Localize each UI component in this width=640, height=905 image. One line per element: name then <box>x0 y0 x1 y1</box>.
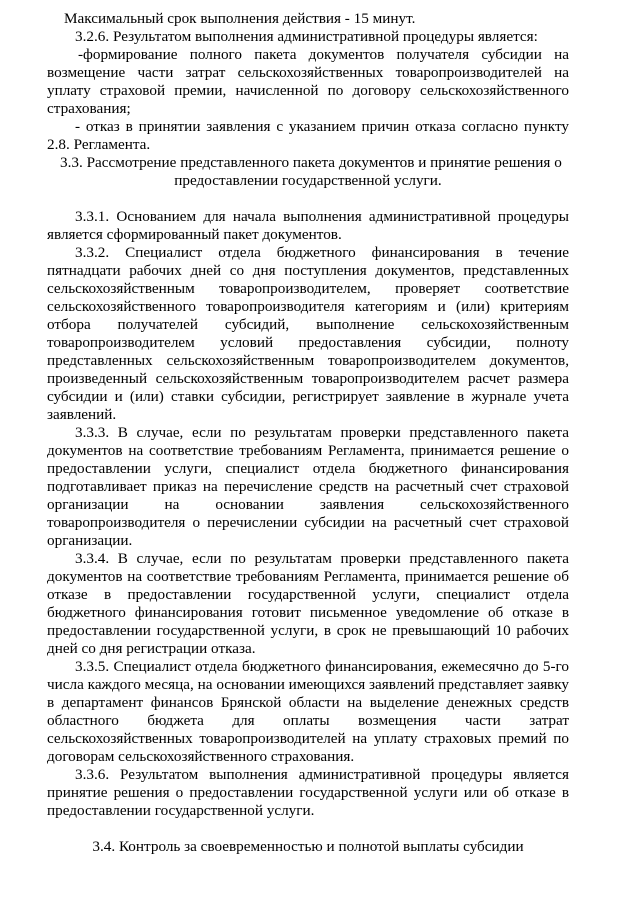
text-line: 2.8. Регламента. <box>47 136 151 153</box>
text-line: 3.3.4. В случае, если по результатам проверки представленного пакета <box>75 550 569 567</box>
text-line: сельскохозяйственным товаропроизводителем, проверяет соответствие <box>47 280 569 297</box>
text-line: представленных сельскохозяйственным товаропроизводителем документов, <box>47 352 569 369</box>
text-line: сельскохозяйственного товаропроизводителя категориям и (или) критериям <box>47 298 569 315</box>
text-line: бюджетного финансирования готовит письменное уведомление об отказе в <box>47 604 569 621</box>
text-line: отбора получателей субсидий, выполнение сельскохозяйственным <box>47 316 569 333</box>
text-line: договорам сельскохозяйственного страхования. <box>47 748 355 765</box>
text-line: областного бюджета для оплаты возмещения части затрат <box>47 712 569 729</box>
text-line: сельскохозяйственных товаропроизводителей на уплату страховых премий по <box>47 730 569 747</box>
text-line: товаропроизводителя о перечислении субсидии на расчетный счет страховой <box>47 514 569 531</box>
text-line: -формирование полного пакета документов получателя субсидии на <box>78 46 569 63</box>
text-line: документов на соответствие требованиям Регламента, принимается решение о <box>47 442 569 459</box>
text-line: произведенный сельскохозяйственным товаропроизводителем расчет размера <box>47 370 569 387</box>
text-line: 3.2.6. Результатом выполнения административной процедуры является: <box>75 28 538 45</box>
text-line: 3.3.6. Результатом выполнения административной процедуры является <box>75 766 569 783</box>
text-line: документов на соответствие требованиям Регламента, принимается решение об <box>47 568 569 585</box>
text-line: 3.4. Контроль за своевременностью и полнотой выплаты субсидии <box>92 838 524 855</box>
text-line: организации. <box>47 532 133 549</box>
text-line: принятие решения о предоставлении государственной услуги или об отказе в <box>47 784 569 801</box>
text-line: субсидии и (или) ставки субсидии, регистрирует заявление в журнале учета <box>47 388 569 405</box>
text-line: товаропроизводителем условий предоставления субсидии, полноту <box>47 334 569 351</box>
text-line: 3.3.1. Основанием для начала выполнения административной процедуры <box>75 208 569 225</box>
text-line: 3.3.3. В случае, если по результатам проверки представленного пакета <box>75 424 569 441</box>
text-line: отказе в предоставлении государственной услуги, специалист отдела <box>47 586 569 603</box>
text-line: пятнадцати рабочих дней со дня поступления документов, представленных <box>47 262 569 279</box>
text-line: организации на основании заявления сельскохозяйственного <box>47 496 569 513</box>
text-line: 3.3.2. Специалист отдела бюджетного финансирования в течение <box>75 244 569 261</box>
text-line: в департамент финансов Брянской области на выделение денежных средств <box>47 694 569 711</box>
text-line: 3.3. Рассмотрение представленного пакета документов и принятие решения о <box>60 154 562 171</box>
text-line: заявлений. <box>47 406 117 423</box>
text-line: является сформированный пакет документов. <box>47 226 342 243</box>
text-line: 3.3.5. Специалист отдела бюджетного финансирования, ежемесячно до 5-го <box>75 658 569 675</box>
text-line: Максимальный срок выполнения действия - 15 минут. <box>64 10 416 27</box>
text-line: предоставлении государственной услуги, в срок не превышающий 10 рабочих <box>47 622 569 639</box>
text-line: - отказ в принятии заявления с указанием причин отказа согласно пункту <box>75 118 569 135</box>
text-line: страхования; <box>47 100 131 117</box>
text-line: возмещение части затрат сельскохозяйственных товаропроизводителей на <box>47 64 569 81</box>
text-line: уплату страховой премии, начисленной по договору сельскохозяйственного <box>47 82 569 99</box>
text-line: предоставлении услуги, специалист отдела бюджетного финансирования <box>47 460 569 477</box>
text-line: дней со дня регистрации отказа. <box>47 640 256 657</box>
text-line: предоставлении государственной услуги. <box>47 802 315 819</box>
text-line: подготавливает приказ на перечисление средств на расчетный счет страховой <box>47 478 569 495</box>
text-line: числа каждого месяца, на основании имеющихся заявлений представляет заявку <box>47 676 569 693</box>
text-line: предоставлении государственной услуги. <box>174 172 442 189</box>
